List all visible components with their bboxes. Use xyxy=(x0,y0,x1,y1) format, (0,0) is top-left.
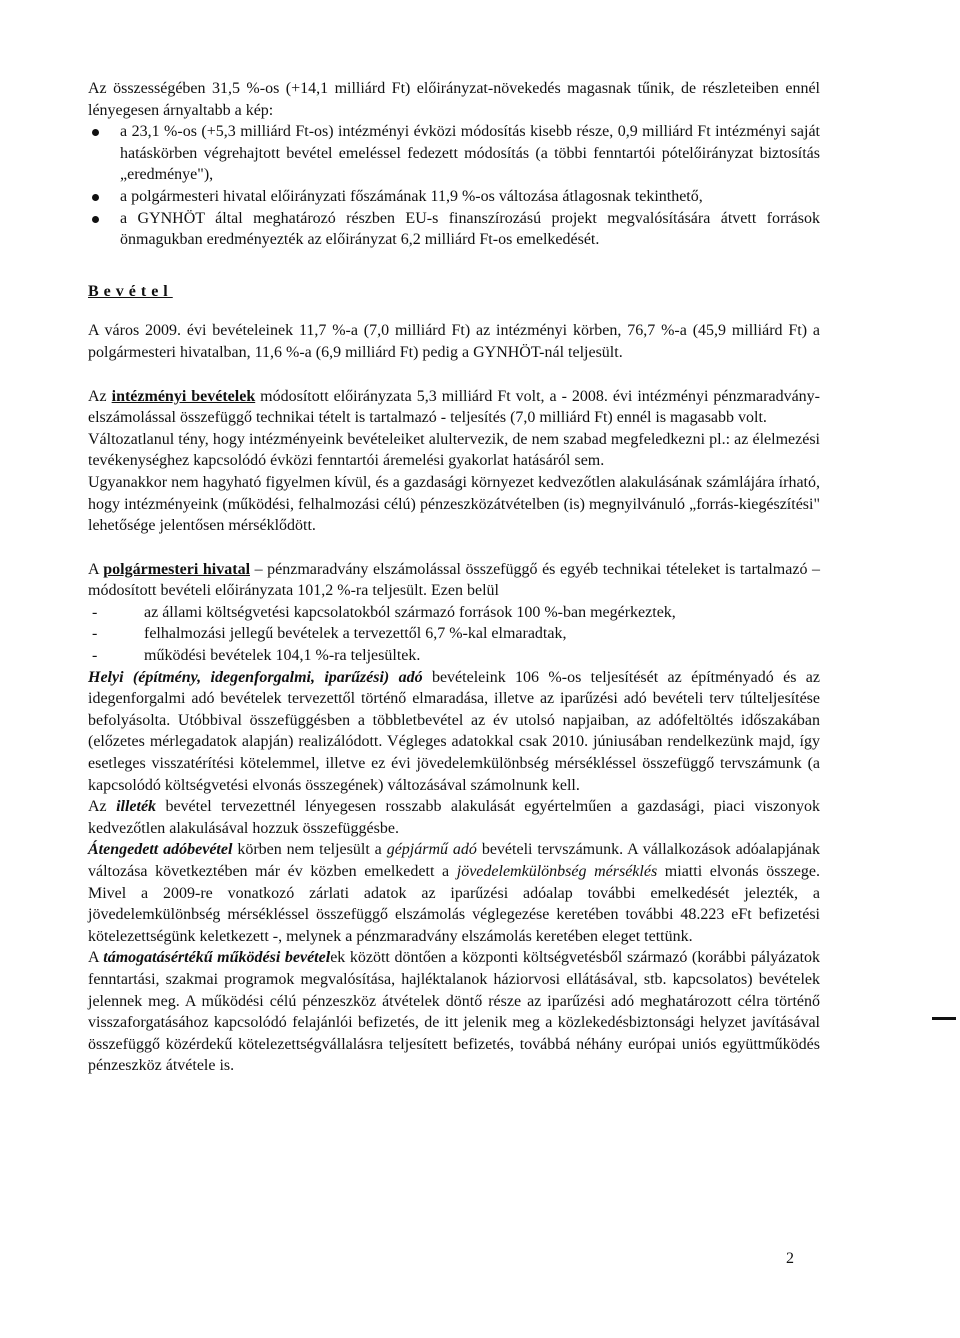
dash-list xyxy=(88,602,820,667)
text-span: bevételeink 106 %-os teljesítését az építményadó és az idegenforgalmi adó bevételek tervezettől történő elmaradása, illetve az iparűzési adó bevételi terv túlteljesítése befolyásolta. Utóbbival összefüggésben a többletbevétel az év utolsó napjaiban, az adófeltöltés időszakában (előzetes mérlegadatok alapján) realizálódott. Végleges adatokkal csak 2010. júniusában rendelkezünk majd, így esetleges visszatérítési kötelemmel, illetve ez évi jövedelemkülönbség mérsékléssel összefüggő tervszámunk (a kapcsolódó költségvetési elvonás összegének) változásával számolnunk kell. xyxy=(88,668,820,794)
text-span: – pénzmaradvány elszámolással összefüggő és egyéb technikai tételeket is tartalmazó – módosított bevételi előirányzata 101,2 %-ra teljesült. Ezen belül xyxy=(88,560,821,600)
dash-item: - működési bevételek 104,1 %-ra teljesültek. xyxy=(88,645,820,667)
text-span: ek között döntően a központi költségvetésből származó (korábbi pályázatok fenntartási, szakmai programok megvalósítása, hajléktalanok háziorvosi ellátásával, stb. kapcsolatos) bevételek jelennek meg. A működési célú pénzeszköz átvételek döntő része az iparűzési adó meghatározott célra történő visszaforgatásához kapcsolódó felajánlói befizetés, de itt jelenik meg a közlekedésbiztonsági helyzet javításával összefüggő közérdekű kötelezettségvállalásra teljesített befizetés, továbbá néhány európai uniós együttműködés pénzeszköz átvétele is. xyxy=(88,949,821,1075)
bullet-item: a GYNHÖT által meghatározó részben EU-s finanszírozású projekt megvalósítására átvett források önmagukban eredményezték az előirányzat 6,2 milliárd Ft-os emelkedését. xyxy=(88,208,820,251)
transferred-tax-paragraph xyxy=(88,839,820,947)
text-span: körben nem teljesült a xyxy=(232,841,387,859)
institutional-revenue-term: intézményi bevételek xyxy=(111,387,256,405)
duty-paragraph xyxy=(88,796,820,839)
local-tax-paragraph xyxy=(88,667,820,797)
text-span: A xyxy=(88,560,104,578)
institutional-revenue-paragraph xyxy=(88,386,820,429)
bullet-item: a 23,1 %-os (+5,3 milliárd Ft-os) intézményi évközi módosítás kisebb része, 0,9 milliárd Ft intézményi saját hatáskörben végrehajtott bevétel emeléssel fedezett módosítás (a többi fenntartói pótelőirányzat biztosítás „eredménye"), xyxy=(88,121,820,186)
bullet-item: a polgármesteri hivatal előirányzati főszámának 11,9 %-os változása átlagosnak tekinthető, xyxy=(88,186,820,208)
underplanning-paragraph: Változatlanul tény, hogy intézményeink bevételeiket alultervezik, de nem szabad megfeledkezni pl.: az élelmezési tevékenységhez kapcsolódó évközi fenntartói áremelési gyakorlat hatásáról sem. xyxy=(88,430,820,470)
text-span: Az xyxy=(88,798,117,816)
income-difference-term: jövedelemkülönbség mérséklés xyxy=(456,863,658,880)
text-span: miatti elvonás összege. Mivel a 2009-re vonatkozó zárlati adatok az iparűzési adóalap további emelkedését jelezték, a jövedelemkülönbség mérsékléssel összefüggő elszámolás véglegezése keretében további 48.223 eFt befizetési kötelezettségünk keletkezett -, melynek a pénzmaradvány elszámolás keretében eleget tettünk. xyxy=(88,863,821,945)
dash-item: - az állami költségvetési kapcsolatokból származó források 100 %-ban megérkeztek, xyxy=(88,602,820,624)
page-number: 2 xyxy=(786,1250,794,1267)
text-span: Az xyxy=(88,387,112,405)
text-span: bevételi tervszámunk. A vállalkozások adóalapjának változása következtében már év közben emelkedett a xyxy=(88,841,820,880)
revenue-summary-paragraph: A város 2009. évi bevételeinek 11,7 %-a (7,0 milliárd Ft) az intézményi körben, 76,7 %-a (45,9 milliárd Ft) a polgármesteri hivatalban, 11,6 %-a (6,9 milliárd Ft) pedig a GYNHÖT-nál teljesült. xyxy=(88,322,820,361)
transferred-tax-term: Átengedett adóbevétel xyxy=(88,841,233,859)
local-tax-term: Helyi (építmény, idegenforgalmi, iparűzési) adó xyxy=(88,668,423,686)
mayors-office-paragraph xyxy=(88,559,820,602)
text-span: bevétel tervezettnél lényegesen rosszabb alakulását egyértelműen a gazdasági, piaci viszonyok kedvezőtlen alakulásával hozzuk összefüggésbe. xyxy=(88,798,820,837)
support-revenue-term: támogatásértékű működési bevétel xyxy=(103,949,331,967)
mayors-office-term: polgármesteri hivatal xyxy=(103,560,251,578)
duty-term: illeték xyxy=(116,798,157,816)
intro-paragraph: Az összességében 31,5 %-os (+14,1 milliárd Ft) előirányzat-növekedés magasnak tűnik, de részleteiben ennél lényegesen árnyaltabb a kép: xyxy=(88,80,820,119)
text-span: módosított előirányzata 5,3 milliárd Ft volt, a - 2008. évi intézményi pénzmaradvány-elszámolással összefüggő technikai tételt is tartalmazó - teljesítés (7,0 milliárd Ft) ennél is magasabb volt. xyxy=(88,387,821,427)
text-span: A xyxy=(88,949,104,967)
intro-bullet-list xyxy=(88,121,820,251)
document-body xyxy=(88,78,820,1077)
dash-item: - felhalmozási jellegű bevételek a tervezettől 6,7 %-kal elmaradtak, xyxy=(88,623,820,645)
margin-mark xyxy=(932,1017,956,1020)
support-revenue-paragraph xyxy=(88,947,820,1077)
economic-environment-paragraph: Ugyanakkor nem hagyható figyelmen kívül, és a gazdasági környezet kedvezőtlen alakulásának számlájára írható, hogy intézményeink (működési, felhalmozási célú) pénzeszközátvételben (is) megnyilvánuló „forrás-kiegészítési" lehetősége jelentősen mérséklődött. xyxy=(88,473,820,535)
vehicle-tax-term: gépjármű adó xyxy=(386,841,477,859)
section-heading: Bevétel xyxy=(88,282,173,300)
